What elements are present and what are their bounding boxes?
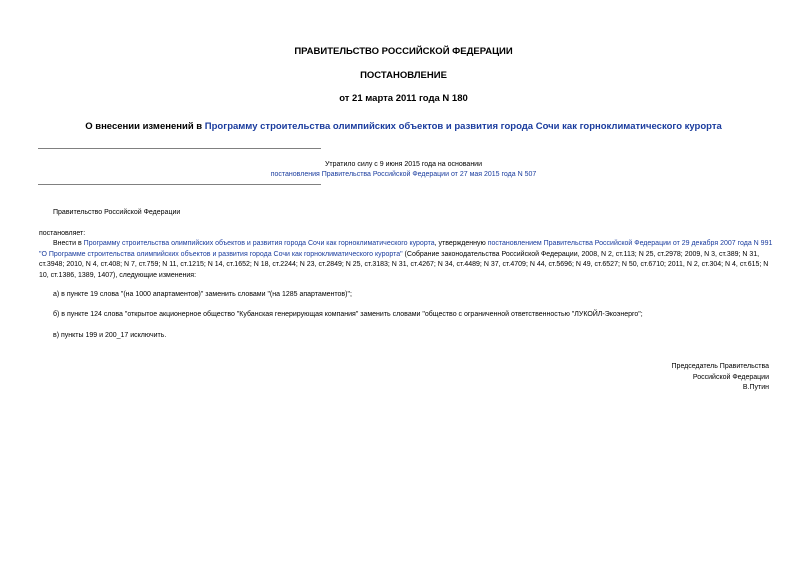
header-org: ПРАВИТЕЛЬСТВО РОССИЙСКОЙ ФЕДЕРАЦИИ xyxy=(294,46,513,57)
signature-block xyxy=(672,362,769,394)
header-doc-type: ПОСТАНОВЛЕНИЕ xyxy=(360,70,447,81)
title-prefix: О внесении изменений в xyxy=(85,121,205,132)
repeal-decree-link[interactable]: постановления Правительства Российской Федерации от 27 мая 2015 года N 507 xyxy=(270,171,537,178)
intro-text-2: , утвержденную xyxy=(434,240,488,247)
repeal-note-text: Утратило силу с 9 июня 2015 года на основании xyxy=(324,161,483,168)
signature-name: В.Путин xyxy=(742,384,769,391)
decree-991-link[interactable]: постановлением Правительства Российской Федерации от 29 декабря 2007 года N 991 "О Программе строительства олимпийских объектов и развития города Сочи как горноклиматического курорта" xyxy=(39,240,773,258)
intro-paragraph xyxy=(39,239,774,281)
intro-text-1: Внести в xyxy=(53,240,84,247)
repeal-note xyxy=(0,160,807,180)
decrees-label: постановляет: xyxy=(39,230,86,237)
note-bottom-rule xyxy=(38,184,321,185)
title-program-link[interactable]: Программу строительства олимпийских объектов и развития города Сочи как горноклиматического курорта xyxy=(204,121,722,132)
signature-org: Российской Федерации xyxy=(692,373,769,381)
item-b: б) в пункте 124 слова "открытое акционерное общество "Кубанская генерирующая компания" заменить словами "общество с ограниченной ответственностью "ЛУКОЙЛ-Экоэнерго"; xyxy=(53,311,643,318)
government-label: Правительство Российской Федерации xyxy=(53,209,181,216)
signature-title: Председатель Правительства xyxy=(671,363,769,370)
document-title xyxy=(0,121,807,132)
item-a: а) в пункте 19 слова "(на 1000 апартаментов)" заменить словами "(на 1285 апартаментов)"; xyxy=(53,291,352,298)
intro-text-3: (Собрание законодательства Российской Федерации, 2008, N 2, ст.113; N 25, ст.2978; 2009, N 3, ст.389; N 31, ст.3948; 2010, N 4, ст.408; N 7, ст.759; N 11, ст.1215; N 14, ст.1652; N 18, ст.2244; N 23, ст.2849; N 25, ст.3183; N 31, ст.4267; N 34, ст.4489; N 37, ст.4709; N 44, ст.5696; N 49, ст.6527; N 50, ст.6710; 2011, N 2, ст.304; N 4, ст.615; N 10, ст.1386, 1389, 1407), следующие изменения: xyxy=(39,250,769,279)
header-date-number: от 21 марта 2011 года N 180 xyxy=(339,93,468,104)
program-link[interactable]: Программу строительства олимпийских объектов и развития города Сочи как горноклиматического курорта xyxy=(83,240,435,247)
note-top-rule xyxy=(38,148,321,149)
item-c: в) пункты 199 и 200_17 исключить. xyxy=(53,332,167,339)
